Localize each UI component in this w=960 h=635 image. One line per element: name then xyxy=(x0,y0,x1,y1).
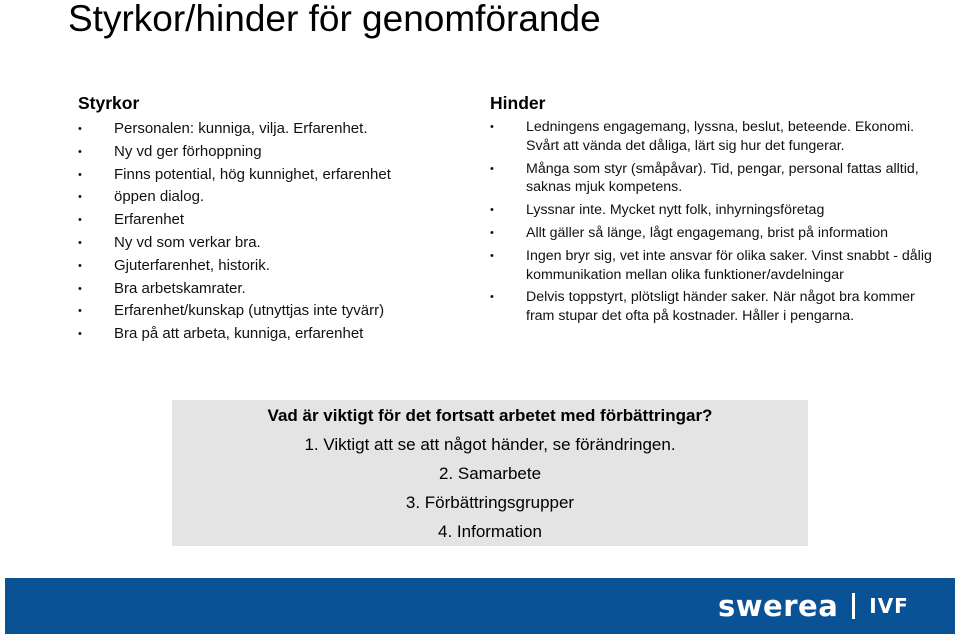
question-box xyxy=(172,400,808,546)
list-item: • Finns potential, hög kunnighet, erfarenhet xyxy=(78,164,478,187)
list-item: • Ingen bryr sig, vet inte ansvar för olika saker. Vinst snabbt - dålig kommunikation mellan olika funktioner/avdelningar xyxy=(490,247,940,285)
logo-suffix: IVF xyxy=(869,594,909,618)
obstacles-column xyxy=(490,92,940,326)
obstacles-heading: Hinder xyxy=(490,93,546,113)
list-item: • Ny vd som verkar bra. xyxy=(78,232,478,255)
slide-title: Styrkor/hinder för genomförande xyxy=(68,0,601,39)
answer-item: 4. Information xyxy=(438,522,542,541)
list-item: • Delvis toppstyrt, plötsligt händer saker. När något bra kommer fram stupar det ofta på kostnader. Håller i pengarna. xyxy=(490,288,940,326)
strengths-list xyxy=(78,118,478,346)
strengths-column xyxy=(78,92,478,346)
answer-item: 1. Viktigt att se att något händer, se förändringen. xyxy=(304,435,676,454)
obstacles-list xyxy=(490,118,940,326)
list-item: • Erfarenhet/kunskap (utnyttjas inte tyvärr) xyxy=(78,300,478,323)
list-item: • Allt gäller så länge, lågt engagemang, brist på information xyxy=(490,224,940,243)
answer-item: 2. Samarbete xyxy=(438,464,542,483)
list-item: • Ledningens engagemang, lyssna, beslut, beteende. Ekonomi. Svårt att vända det dåliga, lärt sig hur det fungerar. xyxy=(490,118,940,156)
list-item: • Bra på att arbeta, kunniga, erfarenhet xyxy=(78,323,478,346)
answer-item: 3. Förbättringsgrupper xyxy=(405,493,575,512)
strengths-heading: Styrkor xyxy=(78,93,140,113)
list-item: • Många som styr (småpåvar). Tid, pengar, personal fattas alltid, saknas mjuk kompetens. xyxy=(490,160,940,198)
list-item: • Ny vd ger förhoppning xyxy=(78,141,478,164)
list-item: • öppen dialog. xyxy=(78,186,478,209)
list-item: • Bra arbetskamrater. xyxy=(78,278,478,301)
list-item: • Gjuterfarenhet, historik. xyxy=(78,255,478,278)
list-item: • Personalen: kunniga, vilja. Erfarenhet. xyxy=(78,118,478,141)
logo-divider xyxy=(852,593,855,619)
swerea-ivf-logo xyxy=(718,578,918,634)
logo-word: swerea xyxy=(718,589,839,623)
list-item: • Erfarenhet xyxy=(78,209,478,232)
question-title: Vad är viktigt för det fortsatt arbetet med förbättringar? xyxy=(267,406,713,425)
list-item: • Lyssnar inte. Mycket nytt folk, inhyrningsföretag xyxy=(490,201,940,220)
